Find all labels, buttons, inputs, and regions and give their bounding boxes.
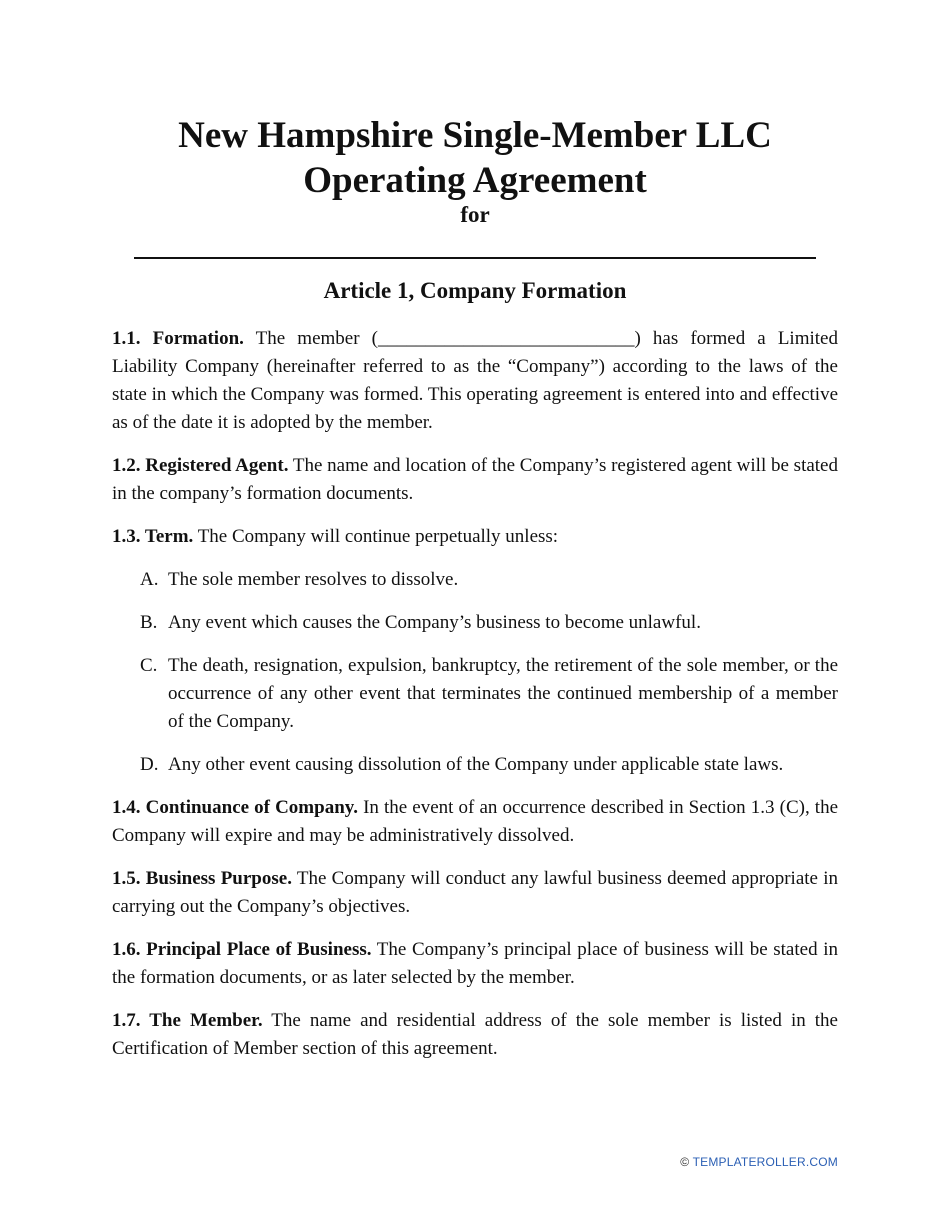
section-text: The Company will continue perpetually unless:	[193, 526, 559, 547]
list-text: Any event which causes the Company’s business to become unlawful.	[168, 612, 701, 633]
document-title	[112, 113, 838, 203]
section-1-5	[112, 865, 838, 921]
list-item	[112, 751, 838, 779]
section-text: The name and residential address of the sole member is listed in the Certification of Member section of this agreement.	[112, 1010, 838, 1059]
list-item	[112, 652, 838, 736]
section-1-1	[112, 325, 838, 437]
footer-credit	[680, 1155, 838, 1169]
section-text: The Company will conduct any lawful business deemed appropriate in carrying out the Company’s objectives.	[112, 868, 838, 917]
list-text: Any other event causing dissolution of the Company under applicable state laws.	[168, 754, 784, 775]
term-conditions-list	[112, 566, 838, 779]
list-item	[112, 566, 838, 594]
section-1-6	[112, 936, 838, 992]
list-letter: B.	[140, 612, 158, 633]
article-body	[112, 325, 838, 1078]
section-label: 1.3. Term.	[112, 526, 194, 547]
list-text: The death, resignation, expulsion, bankruptcy, the retirement of the sole member, or the occurrence of any other event that terminates the continued membership of a member of the Company.	[168, 655, 838, 732]
section-text: In the event of an occurrence described in Section 1.3 (C), the Company will expire and may be administratively dissolved.	[112, 797, 839, 846]
title-line-2: Operating Agreement	[303, 160, 647, 201]
section-text: The Company’s principal place of business will be stated in the formation documents, or as later selected by the member.	[112, 939, 838, 988]
list-text: The sole member resolves to dissolve.	[168, 569, 459, 590]
section-label: 1.5. Business Purpose.	[112, 868, 292, 889]
section-text: The member (___________________________) has formed a Limited Liability Company (hereinafter referred to as the “Company”) according to the laws of the state in which the Company was formed. This operating agreement is entered into and effective as of the date it is adopted by the member.	[112, 328, 838, 433]
list-letter: C.	[140, 655, 158, 676]
section-label: 1.2. Registered Agent.	[112, 455, 289, 476]
footer-site-link[interactable]: TEMPLATEROLLER.COM	[692, 1155, 838, 1169]
section-1-7	[112, 1007, 838, 1063]
section-1-2	[112, 452, 838, 508]
company-name-line	[134, 257, 816, 259]
section-label: 1.6. Principal Place of Business.	[112, 939, 372, 960]
section-label: 1.4. Continuance of Company.	[112, 797, 358, 818]
list-item	[112, 609, 838, 637]
section-label: 1.1. Formation.	[112, 328, 244, 349]
copyright-icon: ©	[680, 1155, 690, 1169]
section-label: 1.7. The Member.	[112, 1010, 263, 1031]
section-1-3	[112, 523, 838, 551]
title-line-1: New Hampshire Single-Member LLC	[178, 115, 772, 156]
section-1-4	[112, 794, 838, 850]
section-text: The name and location of the Company’s registered agent will be stated in the company’s formation documents.	[112, 455, 838, 504]
for-label: for	[460, 202, 490, 227]
list-letter: A.	[140, 569, 159, 590]
list-letter: D.	[140, 754, 159, 775]
article-heading: Article 1, Company Formation	[323, 278, 627, 303]
